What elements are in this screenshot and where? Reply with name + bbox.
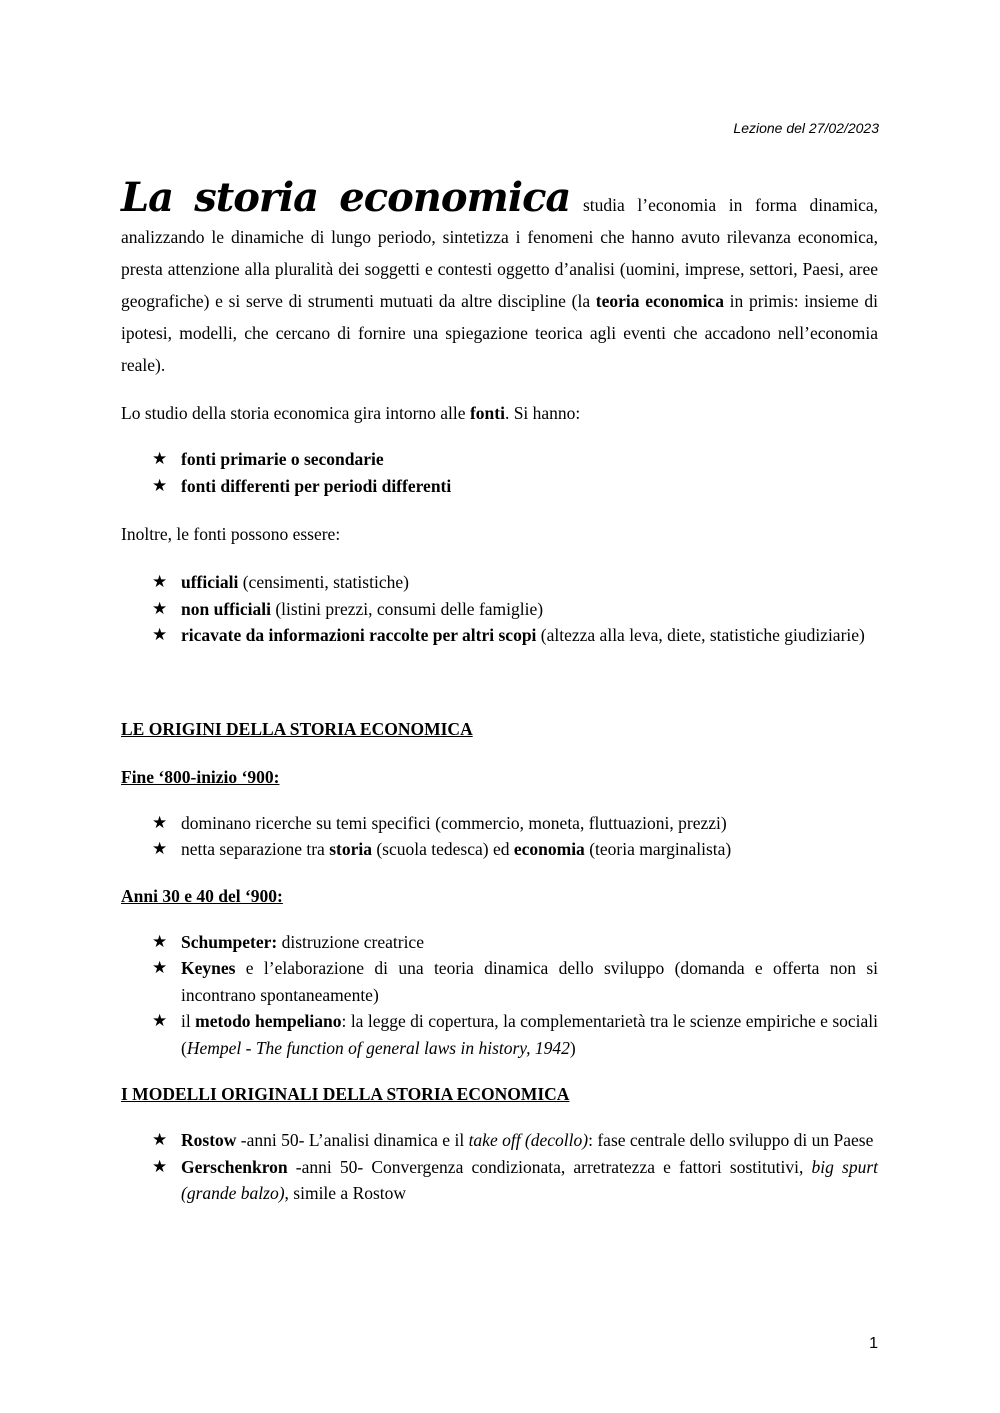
list-item: ★ netta separazione tra storia (scuola tedesca) ed economia (teoria marginalista) (181, 836, 878, 863)
list-item: ★ non ufficiali (listini prezzi, consumi delle famiglie) (181, 596, 878, 623)
list-item: ★ Schumpeter: distruzione creatrice (181, 929, 878, 956)
star-icon: ★ (152, 572, 168, 592)
lesson-date: Lezione del 27/02/2023 (733, 120, 879, 136)
list-item: ★ ricavate da informazioni raccolte per altri scopi (altezza alla leva, diete, statistiche giudiziarie) (181, 622, 878, 649)
list-item: ★ dominano ricerche su temi specifici (commercio, moneta, fluttuazioni, prezzi) (181, 810, 878, 837)
subheading-anni-30-40: Anni 30 e 40 del ‘900: (121, 885, 283, 906)
list-item: ★ fonti differenti per periodi differenti (181, 473, 878, 500)
section-heading-origini: LE ORIGINI DELLA STORIA ECONOMICA (121, 718, 473, 739)
intro-paragraph: La storia economica studia l’economia in forma dinamica, analizzando le dinamiche di lungo periodo, sintetizza i fenomeni che hanno avuto rilevanza economica, presta attenzione alla pluralità dei soggetti e contesti oggetto d’analisi (uomini, imprese, settori, Paesi, aree geografiche) e si serve di strumenti mutuati da altre discipline (la teoria economica in primis: insieme di ipotesi, modelli, che cercano di fornire una spiegazione teorica agli eventi che accadono nell’economia reale). (121, 174, 879, 375)
star-icon: ★ (152, 1130, 168, 1150)
star-icon: ★ (152, 958, 168, 978)
anni-30-40-list (121, 929, 878, 1062)
star-icon: ★ (152, 812, 168, 833)
fonti-list (121, 446, 878, 499)
star-icon: ★ (152, 931, 168, 952)
list-item: ★ Rostow -anni 50- L’analisi dinamica e il take off (decollo): fase centrale dello sviluppo di un Paese (181, 1127, 878, 1154)
list-item: ★ Keynes e l’elaborazione di una teoria dinamica dello sviluppo (domanda e offerta non si incontrano spontaneamente) (181, 955, 878, 1008)
star-icon: ★ (152, 625, 168, 645)
fine-800-list (121, 810, 878, 863)
document-title: La storia economica (121, 174, 571, 221)
page-number: 1 (869, 1335, 878, 1352)
tipi-list (121, 569, 878, 649)
star-icon: ★ (152, 598, 168, 619)
list-item: ★ ufficiali (censimenti, statistiche) (181, 569, 878, 596)
list-item: ★ il metodo hempeliano: la legge di copertura, la complementarietà tra le scienze empiriche e sociali (Hempel - The function of general laws in history, 1942) (181, 1008, 878, 1061)
subheading-fine-800: Fine ‘800-inizio ‘900: (121, 766, 280, 787)
modelli-list (121, 1127, 878, 1207)
star-icon: ★ (152, 1011, 168, 1031)
page-content (121, 174, 879, 1207)
list-item: ★ fonti primarie o secondarie (181, 446, 878, 473)
star-icon: ★ (152, 839, 168, 859)
list-item: ★ Gerschenkron -anni 50- Convergenza condizionata, arretratezza e fattori sostitutivi, big spurt (grande balzo), simile a Rostow (181, 1154, 878, 1207)
star-icon: ★ (152, 475, 168, 496)
section-heading-modelli: I MODELLI ORIGINALI DELLA STORIA ECONOMICA (121, 1084, 570, 1104)
star-icon: ★ (152, 449, 168, 469)
star-icon: ★ (152, 1156, 168, 1177)
fonti-paragraph: Lo studio della storia economica gira intorno alle fonti. Si hanno: (121, 403, 581, 423)
tipi-intro: Inoltre, le fonti possono essere: (121, 524, 341, 544)
